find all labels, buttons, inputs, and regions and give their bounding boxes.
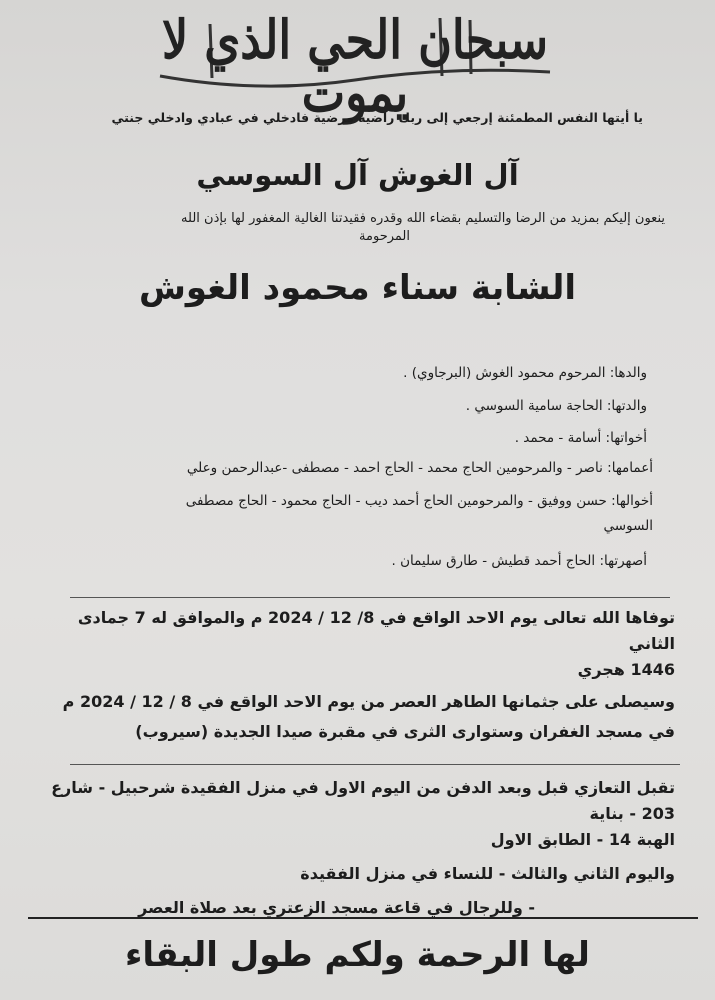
family-names: آل الغوش آل السوسي <box>196 158 519 192</box>
relative-in-laws: أصهرتها: الحاج أحمد قطيش - طارق سليمان . <box>391 553 647 569</box>
relative-siblings: أخواتها: أسامة - محمد . <box>514 430 647 446</box>
calligraphy-text: سبحان الحي الذي لا يموت <box>162 8 548 124</box>
funeral-line-1: وسيصلى على جثمانها الطاهر العصر من يوم الاحد الواقع في 8 / 12 / 2024 م <box>62 692 675 711</box>
divider-line <box>70 597 670 598</box>
deceased-name: الشابة سناء محمود الغوش <box>138 268 577 308</box>
closing-divider <box>28 917 698 919</box>
quran-verse: يا أيتها النفس المطمئنة إرجعي إلى ربك راضية مرضية فادخلي في عبادي وادخلي جنتي <box>111 110 643 125</box>
death-line-1: توفاها الله تعالى يوم الاحد الواقع في 8/ 12 / 2024 م والموافق له 7 جمادى الثاني <box>77 608 675 653</box>
relative-maternal-uncles-cont: السوسي <box>603 518 653 534</box>
condolences <box>25 775 675 921</box>
condolence-line-3: واليوم الثاني والثالث - للنساء في منزل الفقيدة <box>300 864 675 883</box>
closing-phrase: لها الرحمة ولكم طول البقاء <box>125 935 590 975</box>
relative-maternal-uncles: أخوالها: حسن ووفيق - والمرحومين الحاج أحمد ديب - الحاج محمود - الحاج مصطفى <box>185 493 653 509</box>
condolence-line-1: تقبل التعازي قبل وبعد الدفن من اليوم الاول في منزل الفقيدة شرحبيل - شارع 203 - بناية <box>51 778 675 823</box>
death-line-2: 1446 هجري <box>577 660 675 679</box>
relative-father: والدها: المرحوم محمود الغوش (البرجاوي) . <box>403 365 647 381</box>
divider-line <box>70 764 680 765</box>
funeral-line-2: في مسجد الغفران وستوارى الثرى في مقبرة صيدا الجديدة (سيروب) <box>135 722 675 741</box>
relative-mother: والدتها: الحاجة سامية السوسي . <box>465 398 647 414</box>
announcement-line-2: المرحومة <box>359 229 410 244</box>
announcement-line-1: ينعون إليكم بمزيد من الرضا والتسليم بقضاء الله وقدره فقيدتنا الغالية المغفور لها بإذن الله <box>181 211 665 226</box>
death-info <box>35 605 675 745</box>
condolence-line-2: الهبة 14 - الطابق الاول <box>490 830 675 849</box>
condolence-line-4: - وللرجال في قاعة مسجد الزعتري بعد صلاة العصر <box>138 898 535 917</box>
relative-paternal-uncles: أعمامها: ناصر - والمرحومين الحاج محمد - الحاج احمد - مصطفى -عبدالرحمن وعلي <box>186 460 653 476</box>
announcement <box>75 210 665 246</box>
